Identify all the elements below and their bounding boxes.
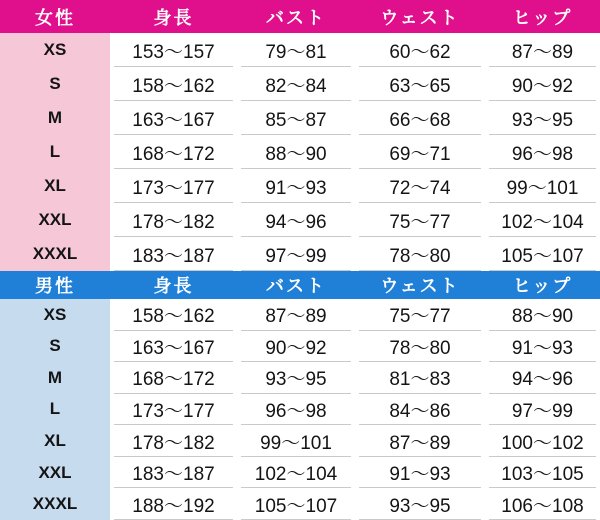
measurement-value: 163〜167 [110,101,237,135]
measurement-value: 102〜104 [237,457,355,489]
measurement-value: 102〜104 [485,203,600,237]
measurement-value: 72〜74 [355,169,485,203]
column-header: ウェスト [355,271,485,299]
size-label: L [0,394,110,426]
measurement-value: 60〜62 [355,33,485,67]
measurement-value: 85〜87 [237,101,355,135]
measurement-value: 87〜89 [237,299,355,331]
measurement-value: 100〜102 [485,425,600,457]
measurement-value: 93〜95 [237,362,355,394]
measurement-value: 168〜172 [110,362,237,394]
male-section-header: 男性 [0,271,110,299]
male-size-table [0,271,600,520]
size-label: XXXL [0,488,110,520]
measurement-value: 81〜83 [355,362,485,394]
size-label: M [0,362,110,394]
column-header: バスト [237,271,355,299]
size-label: XXL [0,457,110,489]
measurement-value: 87〜89 [355,425,485,457]
column-header: ヒップ [485,0,600,33]
measurement-value: 99〜101 [237,425,355,457]
column-header: バスト [237,0,355,33]
column-header: 身長 [110,0,237,33]
measurement-value: 178〜182 [110,203,237,237]
column-header: ウェスト [355,0,485,33]
measurement-value: 153〜157 [110,33,237,67]
measurement-value: 188〜192 [110,488,237,520]
measurement-value: 75〜77 [355,203,485,237]
measurement-value: 94〜96 [485,362,600,394]
measurement-value: 75〜77 [355,299,485,331]
measurement-value: 96〜98 [485,135,600,169]
measurement-value: 97〜99 [237,237,355,271]
measurement-value: 158〜162 [110,299,237,331]
measurement-value: 87〜89 [485,33,600,67]
measurement-value: 97〜99 [485,394,600,426]
size-label: L [0,135,110,169]
size-label: XL [0,425,110,457]
measurement-value: 99〜101 [485,169,600,203]
size-label: XXL [0,203,110,237]
measurement-value: 66〜68 [355,101,485,135]
measurement-value: 93〜95 [485,101,600,135]
measurement-value: 94〜96 [237,203,355,237]
size-label: XL [0,169,110,203]
measurement-value: 88〜90 [237,135,355,169]
column-header: 身長 [110,271,237,299]
measurement-value: 158〜162 [110,67,237,101]
measurement-value: 173〜177 [110,169,237,203]
size-label: S [0,331,110,363]
measurement-value: 78〜80 [355,237,485,271]
measurement-value: 163〜167 [110,331,237,363]
measurement-value: 91〜93 [485,331,600,363]
female-section-header: 女性 [0,0,110,33]
measurement-value: 82〜84 [237,67,355,101]
measurement-value: 93〜95 [355,488,485,520]
size-label: XS [0,33,110,67]
size-label: XS [0,299,110,331]
measurement-value: 178〜182 [110,425,237,457]
measurement-value: 91〜93 [237,169,355,203]
size-label: M [0,101,110,135]
measurement-value: 79〜81 [237,33,355,67]
measurement-value: 90〜92 [237,331,355,363]
measurement-value: 78〜80 [355,331,485,363]
measurement-value: 183〜187 [110,237,237,271]
size-label: S [0,67,110,101]
measurement-value: 63〜65 [355,67,485,101]
measurement-value: 84〜86 [355,394,485,426]
measurement-value: 105〜107 [485,237,600,271]
measurement-value: 88〜90 [485,299,600,331]
measurement-value: 183〜187 [110,457,237,489]
column-header: ヒップ [485,271,600,299]
measurement-value: 90〜92 [485,67,600,101]
measurement-value: 91〜93 [355,457,485,489]
measurement-value: 69〜71 [355,135,485,169]
measurement-value: 105〜107 [237,488,355,520]
measurement-value: 168〜172 [110,135,237,169]
measurement-value: 103〜105 [485,457,600,489]
measurement-value: 96〜98 [237,394,355,426]
measurement-value: 173〜177 [110,394,237,426]
size-label: XXXL [0,237,110,271]
measurement-value: 106〜108 [485,488,600,520]
